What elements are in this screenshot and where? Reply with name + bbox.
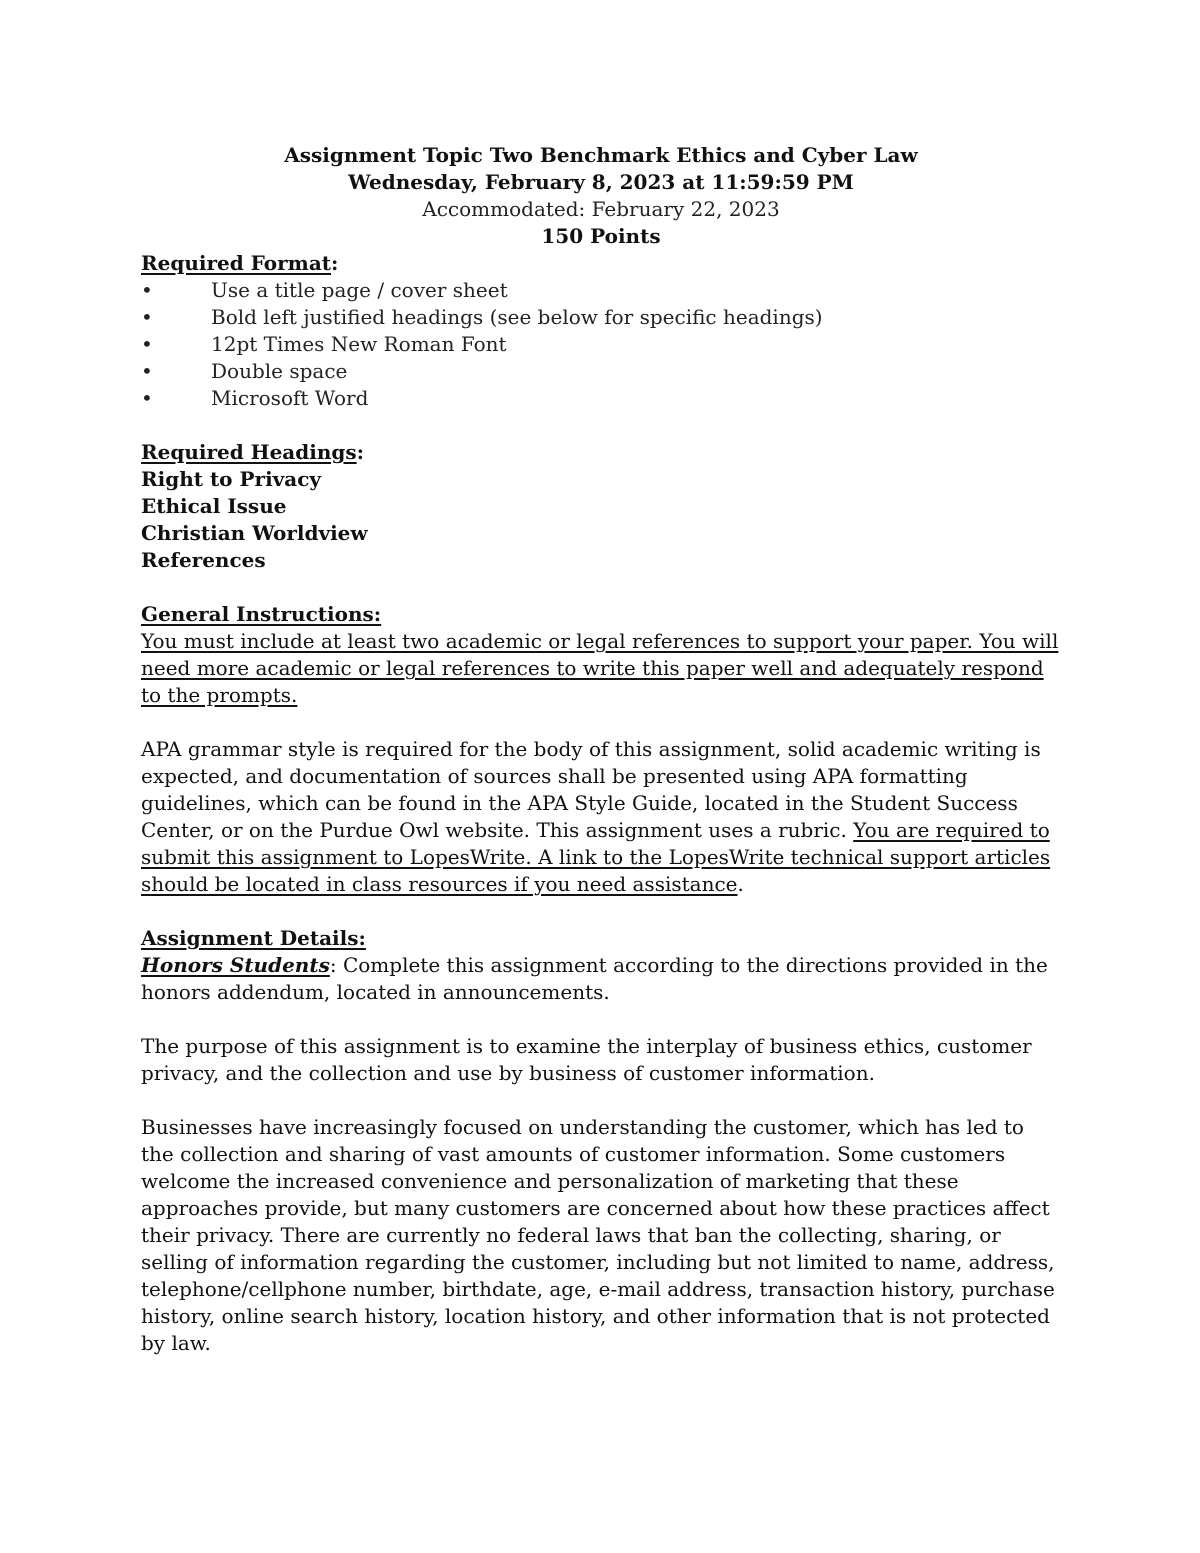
- honors-paragraph: [141, 952, 1061, 1006]
- spacer: [141, 1087, 1061, 1114]
- list-item-text: Use a title page / cover sheet: [211, 278, 508, 302]
- heading-right-to-privacy: Right to Privacy: [141, 467, 322, 491]
- list-item: [141, 358, 1061, 385]
- spacer: [141, 898, 1061, 925]
- spacer: [141, 1006, 1061, 1033]
- purpose-paragraph: The purpose of this assignment is to examine the interplay of business ethics, customer privacy, and the collection and use by business of customer information.: [141, 1034, 1032, 1085]
- list-item: [141, 385, 1061, 412]
- apa-text: APA grammar style is required for the body of this assignment, solid academic writing is expected, and documentation of sources shall be presented using APA formatting guidelines, which can be found in the APA Style Guide, located in the Student Success Center, or on the Purdue Owl website. This assignment uses a rubric.: [141, 737, 1041, 842]
- list-item-text: Double space: [211, 359, 348, 383]
- accommodated-date: Accommodated: February 22, 2023: [422, 197, 780, 221]
- assignment-title: Assignment Topic Two Benchmark Ethics and Cyber Law: [284, 143, 918, 167]
- heading-references: References: [141, 548, 266, 572]
- spacer: [141, 574, 1061, 601]
- bullet-icon: •: [141, 332, 153, 356]
- required-headings-heading: [141, 439, 1061, 466]
- spacer: [141, 709, 1061, 736]
- required-format-heading: [141, 250, 1061, 277]
- bullet-icon: •: [141, 278, 153, 302]
- required-format-heading-text: Required Format: [141, 251, 332, 275]
- lopeswrite-requirement: You are required to submit this assignment to LopesWrite. A link to the LopesWrite technical support articles should be located in class resources if you need assistance: [141, 818, 1051, 896]
- apa-paragraph: [141, 736, 1061, 898]
- assignment-details-heading: Assignment Details:: [141, 926, 366, 950]
- general-instructions-heading: General Instructions:: [141, 602, 382, 626]
- bullet-icon: •: [141, 386, 153, 410]
- references-requirement: You must include at least two academic or legal references to support your paper. You will need more academic or legal references to write this paper well and adequately respond to the prompts.: [141, 629, 1059, 707]
- bullet-icon: •: [141, 305, 153, 329]
- required-format-list: [141, 277, 1061, 412]
- heading-ethical-issue: Ethical Issue: [141, 494, 287, 518]
- list-item-text: 12pt Times New Roman Font: [211, 332, 507, 356]
- list-item: [141, 331, 1061, 358]
- list-item: [141, 277, 1061, 304]
- businesses-paragraph: Businesses have increasingly focused on understanding the customer, which has led to the collection and sharing of vast amounts of customer information. Some customers welcome the increased convenience and personalization of marketing that these approaches provide, but many customers are concerned about how these practices affect their privacy. There are currently no federal laws that ban the collecting, sharing, or selling of information regarding the customer, including but not limited to name, address, telephone/cellphone number, birthdate, age, e-mail address, transaction history, purchase history, online search history, location history, and other information that is not protected by law.: [141, 1115, 1055, 1355]
- apa-period: .: [737, 872, 744, 896]
- spacer: [141, 412, 1061, 439]
- points-label: 150 Points: [541, 224, 661, 248]
- bullet-icon: •: [141, 359, 153, 383]
- list-item-text: Bold left justified headings (see below for specific headings): [211, 305, 823, 329]
- list-item-text: Microsoft Word: [211, 386, 369, 410]
- honors-text: : Complete this assignment according to the directions provided in the honors addendum, located in announcements.: [141, 953, 1048, 1004]
- honors-students-label: Honors Students: [141, 953, 330, 977]
- required-format-heading-colon: :: [331, 251, 339, 275]
- list-item: [141, 304, 1061, 331]
- heading-christian-worldview: Christian Worldview: [141, 521, 368, 545]
- due-date: Wednesday, February 8, 2023 at 11:59:59 PM: [348, 170, 854, 194]
- document-body: [141, 142, 1061, 1357]
- required-headings-heading-text: Required Headings: [141, 440, 357, 464]
- required-headings-heading-colon: :: [356, 440, 365, 464]
